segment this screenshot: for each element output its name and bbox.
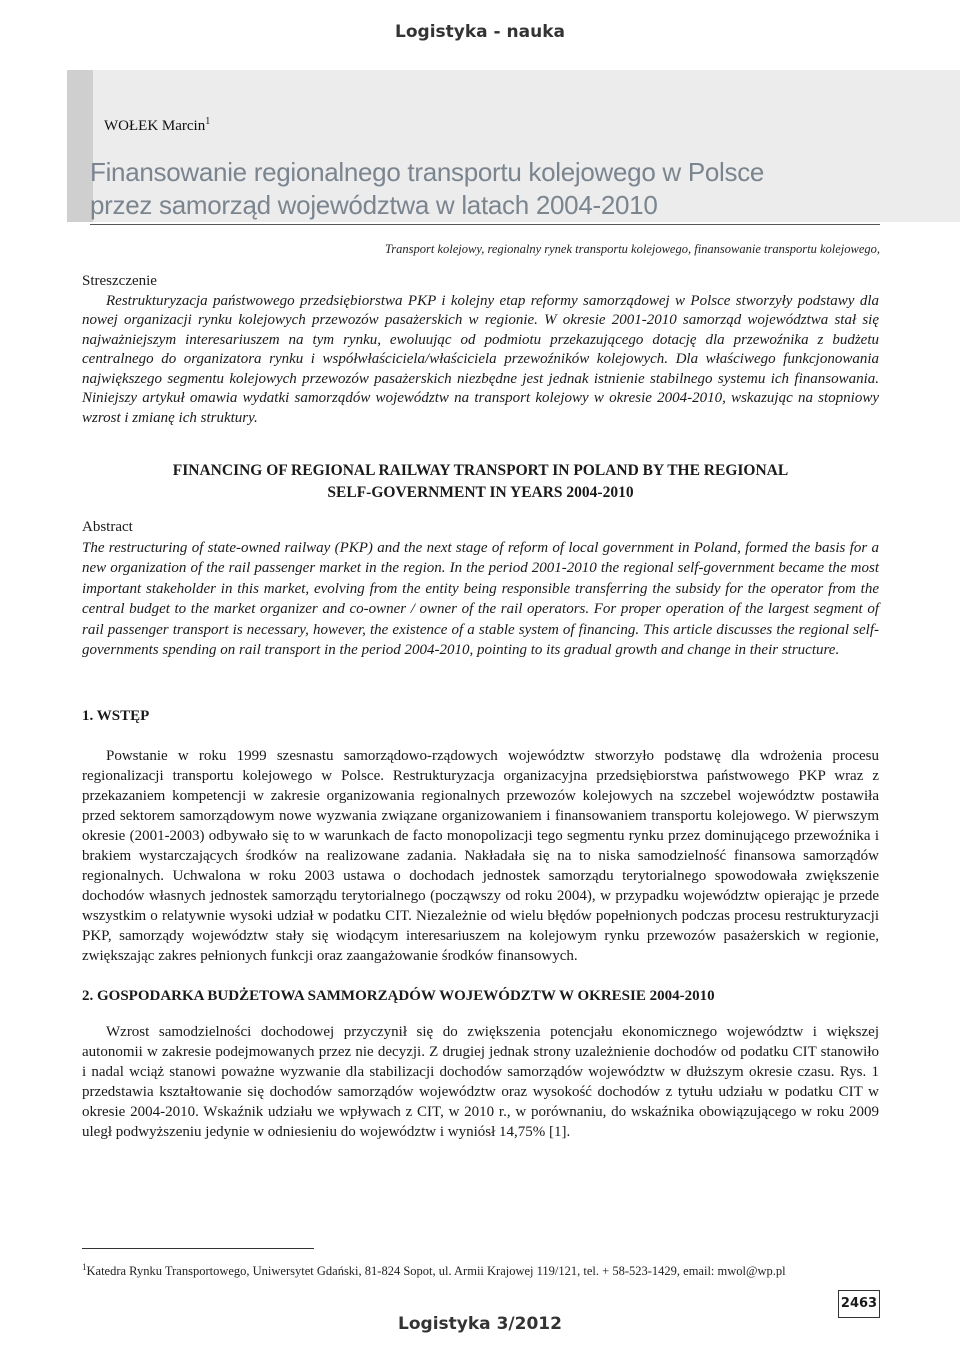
section-introduction <box>82 706 879 966</box>
article-title <box>90 156 890 222</box>
footnote <box>82 1262 786 1279</box>
section-2-heading: 2. GOSPODARKA BUDŻETOWA SAMMORZĄDÓW WOJEWÓDZTW W OKRESIE 2004-2010 <box>82 988 715 1004</box>
journal-header: Logistyka - nauka <box>395 22 565 42</box>
title-line-1: Finansowanie regionalnego transportu kolejowego w Polsce <box>90 157 765 187</box>
footnote-rule <box>82 1248 314 1249</box>
english-title <box>82 460 879 504</box>
english-title-line-2: SELF-GOVERNMENT IN YEARS 2004-2010 <box>327 484 634 501</box>
keywords: Transport kolejowy, regionalny rynek transportu kolejowego, finansowanie transportu kolejowego, <box>385 242 880 256</box>
footnote-text: Katedra Rynku Transportowego, Uniwersytet Gdański, 81-824 Sopot, ul. Armii Krajowej 119/121, tel. + 58-523-1429, email: mwol@wp.pl <box>86 1264 786 1279</box>
abstract-section <box>82 517 879 661</box>
author-name: WOŁEK Marcin <box>104 118 206 134</box>
title-line-2: przez samorząd województwa w latach 2004-2010 <box>90 190 658 220</box>
author-footnote-marker: 1 <box>205 116 211 127</box>
abstract-heading: Abstract <box>82 519 133 535</box>
journal-footer: Logistyka 3/2012 <box>398 1314 562 1334</box>
title-rule <box>90 224 880 225</box>
streszczenie-section <box>82 272 879 428</box>
author <box>104 116 210 135</box>
page-number: 2463 <box>838 1290 880 1318</box>
footnote-marker: 1 <box>82 1262 87 1272</box>
abstract-text: The restructuring of state-owned railway (PKP) and the next stage of reform of local government in Poland, formed the basis for a new organization of the rail passenger market in the region. In the period 2001-2010 the regional self-government became the most important stakeholder in this market, evolving from the entity being responsible transferring the subsidy for the operator from the central budget to the market organizer and co-owner / owner of the rail operators. For proper operation of the largest segment of rail passenger transport is necessary, however, the existence of a stable system of financing. This article discusses the regional self-governments spending on rail transport in the period 2004-2010, pointing to its gradual growth and change in their structure. <box>82 539 879 658</box>
streszczenie-text: Restrukturyzacja państwowego przedsiębiorstwa PKP i kolejny etap reformy samorządowej w Polsce stworzyły podstawy dla nowej organizacji rynku kolejowych przewozów pasażerskich w regionie. W okresie 2001-2010 samorząd województwa stał się najważniejszym interesariuszem na tym rynku, ewoluując od podmiotu przekazującego dotację dla przewoźnika z budżetu centralnego do organizatora rynku i współwłaściciela/właściciela przewoźników kolejowych. Dla właściwego funkcjonowania największego segmentu kolejowych przewozów pasażerskich niezbędne jest jednak istnienie stabilnego systemu ich finansowania. Niniejszy artykuł omawia wydatki samorządów województw na transport kolejowy w okresie 2004-2010, wskazując na stopniowy wzrost i zmianę ich struktury. <box>82 292 879 426</box>
section-1-heading: 1. WSTĘP <box>82 708 150 724</box>
section-budget <box>82 986 879 1142</box>
section-1-text: Powstanie w roku 1999 szesnastu samorządowo-rządowych województw stworzyło podstawę dla wdrożenia procesu regionalizacji transportu kolejowego w Polsce. Restrukturyzacja organizacyjna przedsiębiorstwa państwowego PKP wraz z przekazaniem kompetencji w zakresie organizowania regionalnych przewozów kolejowych na szczebel województw postawiła przed sektorem samorządowym nowe wyzwania związane organizowaniem i finansowaniem transportu kolejowego. W pierwszym okresie (2001-2003) odbywało się to w warunkach de facto monopolizacji tego segmentu rynku przez dominującego przewoźnika i brakiem wystarczających środków na realizowane zadania. Nakładała się na to niska samodzielność finansowa samorządów regionalnych. Uchwalona w roku 2003 ustawa o dochodach jednostek samorządu terytorialnego spowodowała zwiększenie dochodów własnych jednostek samorządu terytorialnego (począwszy od roku 2004), w przypadku województw opierając je przede wszystkim o relatywnie wysoki udział w podatku CIT. Niezależnie od wielu błędów popełnionych podczas procesu restrukturyzacji PKP, samorządy województw stały się wiodącym interesariuszem na kolejowym rynku przewozów pasażerskich w regionie, zwiększając zakres pełnionych funkcji oraz zaangażowanie środków finansowych. <box>82 748 879 964</box>
section-2-text: Wzrost samodzielności dochodowej przyczynił się do zwiększenia potencjału ekonomicznego województw i większej autonomii w zakresie podejmowanych przez nie decyzji. Z drugiej jednak strony uzależnienie dochodów od podatku CIT stanowiło i nadal wciąż stanowi poważne wyzwanie dla stabilizacji dochodów samorządów województw w dłuższym okresie czasu. Rys. 1 przedstawia kształtowanie się dochodów samorządów województw oraz wysokość dochodów z tytułu udziału w podatku CIT w okresie 2004-2010. Wskaźnik udziału we wpływach z CIT, w 2010 r., w porównaniu, do wskaźnika obowiązującego w roku 2009 uległ podwyższeniu jedynie w odniesieniu do województw i wyniósł 14,75% [1]. <box>82 1024 879 1140</box>
streszczenie-heading: Streszczenie <box>82 273 157 289</box>
english-title-line-1: FINANCING OF REGIONAL RAILWAY TRANSPORT IN POLAND BY THE REGIONAL <box>172 462 789 479</box>
